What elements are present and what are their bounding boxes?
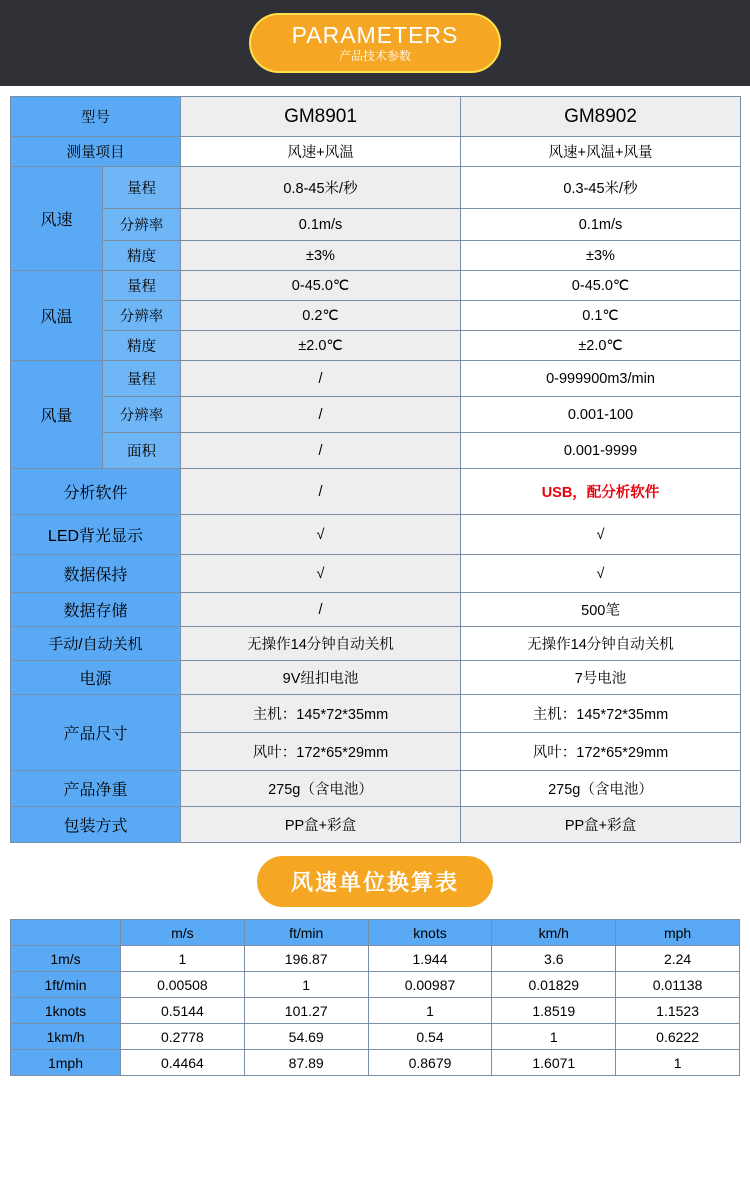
table-row (11, 515, 741, 555)
row-value-2: 0.3-45米/秒 (461, 167, 741, 209)
conv-cell: 0.00987 (368, 972, 492, 998)
row-value-1: 主机：145*72*35mm (181, 695, 461, 733)
row-value-2: 主机：145*72*35mm (461, 695, 741, 733)
row-sublabel: 量程 (103, 361, 181, 397)
row-label: 包装方式 (11, 807, 181, 843)
conv-cell: 54.69 (244, 1024, 368, 1050)
row-label-dimensions: 产品尺寸 (11, 695, 181, 771)
table-row (11, 946, 740, 972)
row-label: 数据保持 (11, 555, 181, 593)
conv-cell: 0.5144 (121, 998, 245, 1024)
row-value-1: ±2.0℃ (181, 331, 461, 361)
row-label: 测量项目 (11, 137, 181, 167)
conv-row-label: 1m/s (11, 946, 121, 972)
row-value-2: 0-45.0℃ (461, 271, 741, 301)
spec-table-wrap (0, 86, 750, 843)
conv-cell: 2.24 (616, 946, 740, 972)
table-row (11, 771, 741, 807)
page-subtitle: 产品技术参数 (338, 49, 411, 63)
conv-row-label: 1km/h (11, 1024, 121, 1050)
spec-header-label: 型号 (11, 97, 181, 137)
table-row (11, 241, 741, 271)
row-value-1: 0.2℃ (181, 301, 461, 331)
conv-cell: 1 (492, 1024, 616, 1050)
spec-header-model-2: GM8902 (461, 97, 741, 137)
row-value-2: 500笔 (461, 593, 741, 627)
row-value-2: 0.001-9999 (461, 433, 741, 469)
spec-header-model-1: GM8901 (181, 97, 461, 137)
row-label: 数据存储 (11, 593, 181, 627)
row-group-label-windspeed: 风速 (11, 167, 103, 271)
row-value-1: PP盒+彩盒 (181, 807, 461, 843)
conv-cell: 101.27 (244, 998, 368, 1024)
conv-cell: 1.944 (368, 946, 492, 972)
section-title-wrap (0, 843, 750, 919)
row-value-1: 风速+风温 (181, 137, 461, 167)
row-sublabel: 量程 (103, 271, 181, 301)
row-label: 分析软件 (11, 469, 181, 515)
row-label: 手动/自动关机 (11, 627, 181, 661)
conv-row-label: 1ft/min (11, 972, 121, 998)
row-value-1: / (181, 397, 461, 433)
spec-table (10, 96, 741, 843)
table-row (11, 433, 741, 469)
table-row (11, 695, 741, 733)
conv-cell: 1.8519 (492, 998, 616, 1024)
conv-cell: 0.01138 (616, 972, 740, 998)
conv-cell: 196.87 (244, 946, 368, 972)
conv-cell: 0.2778 (121, 1024, 245, 1050)
header-banner (0, 0, 750, 86)
conv-cell: 0.8679 (368, 1050, 492, 1076)
table-row (11, 998, 740, 1024)
row-value-1: 0.1m/s (181, 209, 461, 241)
row-value-1: 风叶：172*65*29mm (181, 733, 461, 771)
table-row-header (11, 920, 740, 946)
row-value-2: √ (461, 555, 741, 593)
header-banner-pill (249, 13, 501, 73)
conv-col-header: knots (368, 920, 492, 946)
table-row (11, 627, 741, 661)
table-row (11, 661, 741, 695)
row-group-label-airvolume: 风量 (11, 361, 103, 469)
conversion-table-wrap (0, 919, 750, 1090)
row-sublabel: 精度 (103, 241, 181, 271)
row-value-2: √ (461, 515, 741, 555)
row-value-2: 无操作14分钟自动关机 (461, 627, 741, 661)
conv-cell: 1.1523 (616, 998, 740, 1024)
row-group-label-windtemp: 风温 (11, 271, 103, 361)
conv-cell: 1 (616, 1050, 740, 1076)
conv-cell: 87.89 (244, 1050, 368, 1076)
table-row (11, 331, 741, 361)
row-value-2: 风速+风温+风量 (461, 137, 741, 167)
conv-cell: 0.01829 (492, 972, 616, 998)
row-value-2: 风叶：172*65*29mm (461, 733, 741, 771)
row-value-2: 0.001-100 (461, 397, 741, 433)
row-value-2: ±2.0℃ (461, 331, 741, 361)
row-label: 产品净重 (11, 771, 181, 807)
conversion-table (10, 919, 740, 1076)
table-row (11, 361, 741, 397)
conv-row-label: 1knots (11, 998, 121, 1024)
table-row (11, 397, 741, 433)
table-row (11, 1050, 740, 1076)
row-sublabel: 量程 (103, 167, 181, 209)
conv-cell: 0.00508 (121, 972, 245, 998)
row-sublabel: 分辨率 (103, 397, 181, 433)
conv-cell: 0.4464 (121, 1050, 245, 1076)
row-sublabel: 精度 (103, 331, 181, 361)
conv-cell: 1 (244, 972, 368, 998)
conv-cell: 1 (368, 998, 492, 1024)
row-value-2: ±3% (461, 241, 741, 271)
page-title: PARAMETERS (291, 22, 459, 48)
conv-col-header: m/s (121, 920, 245, 946)
row-sublabel: 面积 (103, 433, 181, 469)
table-row (11, 807, 741, 843)
table-row (11, 301, 741, 331)
conv-row-label: 1mph (11, 1050, 121, 1076)
row-value-1: 275g（含电池） (181, 771, 461, 807)
row-value-1: 无操作14分钟自动关机 (181, 627, 461, 661)
table-row (11, 137, 741, 167)
row-sublabel: 分辨率 (103, 209, 181, 241)
table-row-header (11, 97, 741, 137)
row-value-2: USB，配分析软件 (461, 469, 741, 515)
table-row (11, 972, 740, 998)
row-value-2: 0.1m/s (461, 209, 741, 241)
conv-cell: 1 (121, 946, 245, 972)
row-value-1: 0.8-45米/秒 (181, 167, 461, 209)
table-row (11, 271, 741, 301)
row-value-2: 7号电池 (461, 661, 741, 695)
table-row (11, 209, 741, 241)
row-value-2: 0-999900m3/min (461, 361, 741, 397)
table-row (11, 469, 741, 515)
conv-cell: 3.6 (492, 946, 616, 972)
table-row (11, 593, 741, 627)
conv-cell: 0.6222 (616, 1024, 740, 1050)
conv-corner (11, 920, 121, 946)
table-row (11, 555, 741, 593)
row-value-2: 0.1℃ (461, 301, 741, 331)
conv-col-header: km/h (492, 920, 616, 946)
row-value-1: √ (181, 555, 461, 593)
row-sublabel: 分辨率 (103, 301, 181, 331)
row-value-1: / (181, 433, 461, 469)
conv-col-header: ft/min (244, 920, 368, 946)
row-value-2: PP盒+彩盒 (461, 807, 741, 843)
row-value-1: √ (181, 515, 461, 555)
row-value-1: / (181, 361, 461, 397)
row-value-1: / (181, 593, 461, 627)
table-row (11, 167, 741, 209)
row-value-1: ±3% (181, 241, 461, 271)
row-label: 电源 (11, 661, 181, 695)
table-row (11, 1024, 740, 1050)
row-value-1: 0-45.0℃ (181, 271, 461, 301)
conv-cell: 0.54 (368, 1024, 492, 1050)
row-value-2: 275g（含电池） (461, 771, 741, 807)
row-value-1: 9V纽扣电池 (181, 661, 461, 695)
row-value-1: / (181, 469, 461, 515)
section-title-conversion: 风速单位换算表 (257, 856, 493, 907)
row-label: LED背光显示 (11, 515, 181, 555)
conv-cell: 1.6071 (492, 1050, 616, 1076)
conv-col-header: mph (616, 920, 740, 946)
